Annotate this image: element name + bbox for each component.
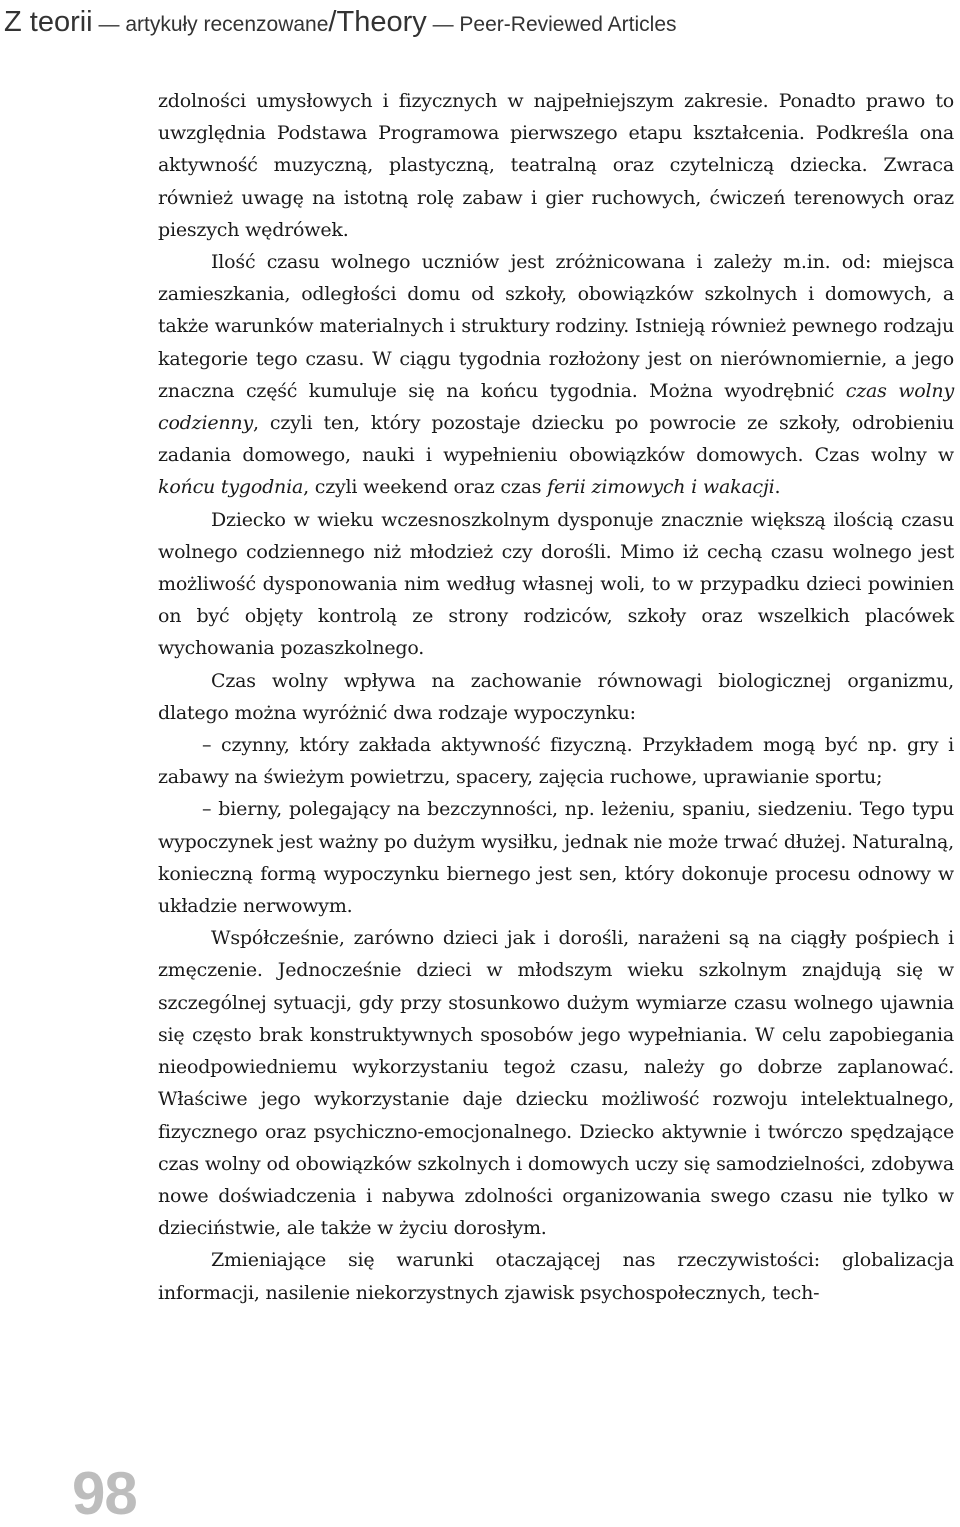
term-koniec-tygodnia: końcu tygodnia bbox=[158, 476, 304, 499]
term-czas-wolny-codzienny: czas wolny codzienny bbox=[158, 379, 954, 435]
header-subtitle-pl: artykuły recenzowane bbox=[125, 13, 329, 36]
paragraph-8: Zmieniające się warunki otaczającej nas rzeczywistości: globalizacja informacji, nasilenie niekorzystnych zjawisk psychospołecznych, tech- bbox=[158, 1249, 954, 1304]
header-dash-en: — bbox=[426, 13, 460, 36]
paragraph-2 bbox=[158, 246, 954, 504]
running-header bbox=[4, 2, 677, 47]
header-section-pl: Z teorii bbox=[4, 6, 93, 38]
paragraph-2-text-b: , czyli ten, który pozostaje dziecku po powrocie ze szkoły, odrobieniu zadania domowego, nauki i wypełnieniu obowiązków domowych. Czas wolny w bbox=[158, 412, 954, 467]
paragraph-2-text-c: , czyli weekend oraz czas bbox=[303, 476, 548, 499]
header-slash: / bbox=[328, 6, 337, 38]
paragraph-2-text-a: Ilość czasu wolnego uczniów jest zróżnicowana i zależy m.in. od: miejsca zamieszkania, odległości domu od szkoły, obowiązków szkolnych i domowych, a także warunków materialnych i struktury rodziny. Istnieją również pewnego rodzaju kategorie tego czasu. W ciągu tygodnia rozłożony jest on nierównomiernie, a jego znaczna część kumuluje się na końcu tygodnia. Można wyodrębnić bbox=[158, 251, 954, 402]
page-number: 98 bbox=[72, 1460, 137, 1527]
article-body bbox=[158, 85, 954, 1309]
paragraph-1: zdolności umysłowych i fizycznych w najpełniejszym zakresie. Ponadto prawo to uwzględnia Podstawa Programowa pierwszego etapu kształcenia. Podkreśla ona aktywność muzyczną, plastyczną, teatralną oraz czytelniczą dziecka. Zwraca również uwagę na istotną rolę zabaw i gier ruchowych, ćwiczeń terenowych oraz pieszych wędrówek. bbox=[158, 90, 954, 241]
list-item-passive-rest: – bierny, polegający na bezczynności, np. leżeniu, spaniu, siedzeniu. Tego typu wypoczynek jest ważny po dużym wysiłku, jednak nie może trwać dłużej. Naturalną, konieczną formą wypoczynku biernego jest sen, który dokonuje procesu odnowy w układzie nerwowym. bbox=[158, 798, 954, 918]
paragraph-2-text-d: . bbox=[774, 476, 781, 499]
paragraph-7: Współcześnie, zarówno dzieci jak i dorośli, narażeni są na ciągły pośpiech i zmęczenie. Jednocześnie dzieci w młodszym wieku szkolnym znajdują się w szczególnej sytuacji, gdy przy stosunkowo dużym wymiarze czasu wolnego ujawnia się często brak konstruktywnych sposobów jego wypełniania. W celu zapobiegania nieodpowiedniemu wykorzystaniu tegoż czasu, należy go dobrze zaplanować. Właściwe jego wykorzystanie daje dziecku możliwość rozwoju intelektualnego, fizycznego oraz psychiczno-emocjonalnego. Dziecko aktywnie i twórczo spędzające czas wolny od obowiązków szkolnych i domowych uczy się samodzielności, zdobywa nowe doświadczenia i nabywa zdolności organizowania swego czasu nie tylko w dzieciństwie, ale także w życiu dorosłym. bbox=[158, 927, 954, 1240]
term-ferie-wakacje: ferii zimowych i wakacji bbox=[547, 476, 775, 499]
paragraph-3: Dziecko w wieku wczesnoszkolnym dysponuje znacznie większą ilością czasu wolnego codziennego niż młodzież czy dorośli. Mimo iż cechą czasu wolnego jest możliwość dysponowania nim według własnej woli, to w przypadku dzieci powinien on być objęty kontrolą ze strony rodziców, szkoły oraz wszelkich placówek wychowania pozaszkolnego. bbox=[158, 508, 954, 660]
list-item-active-rest: – czynny, który zakłada aktywność fizyczną. Przykładem mogą być np. gry i zabawy na świeżym powietrzu, spacery, zajęcia ruchowe, uprawianie sportu; bbox=[158, 734, 954, 789]
header-subtitle-en: Peer-Reviewed Articles bbox=[459, 13, 677, 36]
header-dash-pl: — bbox=[92, 13, 126, 36]
paragraph-4: Czas wolny wpływa na zachowanie równowagi biologicznej organizmu, dlatego można wyróżnić dwa rodzaje wypoczynku: bbox=[158, 669, 954, 724]
header-section-en: Theory bbox=[336, 6, 427, 38]
